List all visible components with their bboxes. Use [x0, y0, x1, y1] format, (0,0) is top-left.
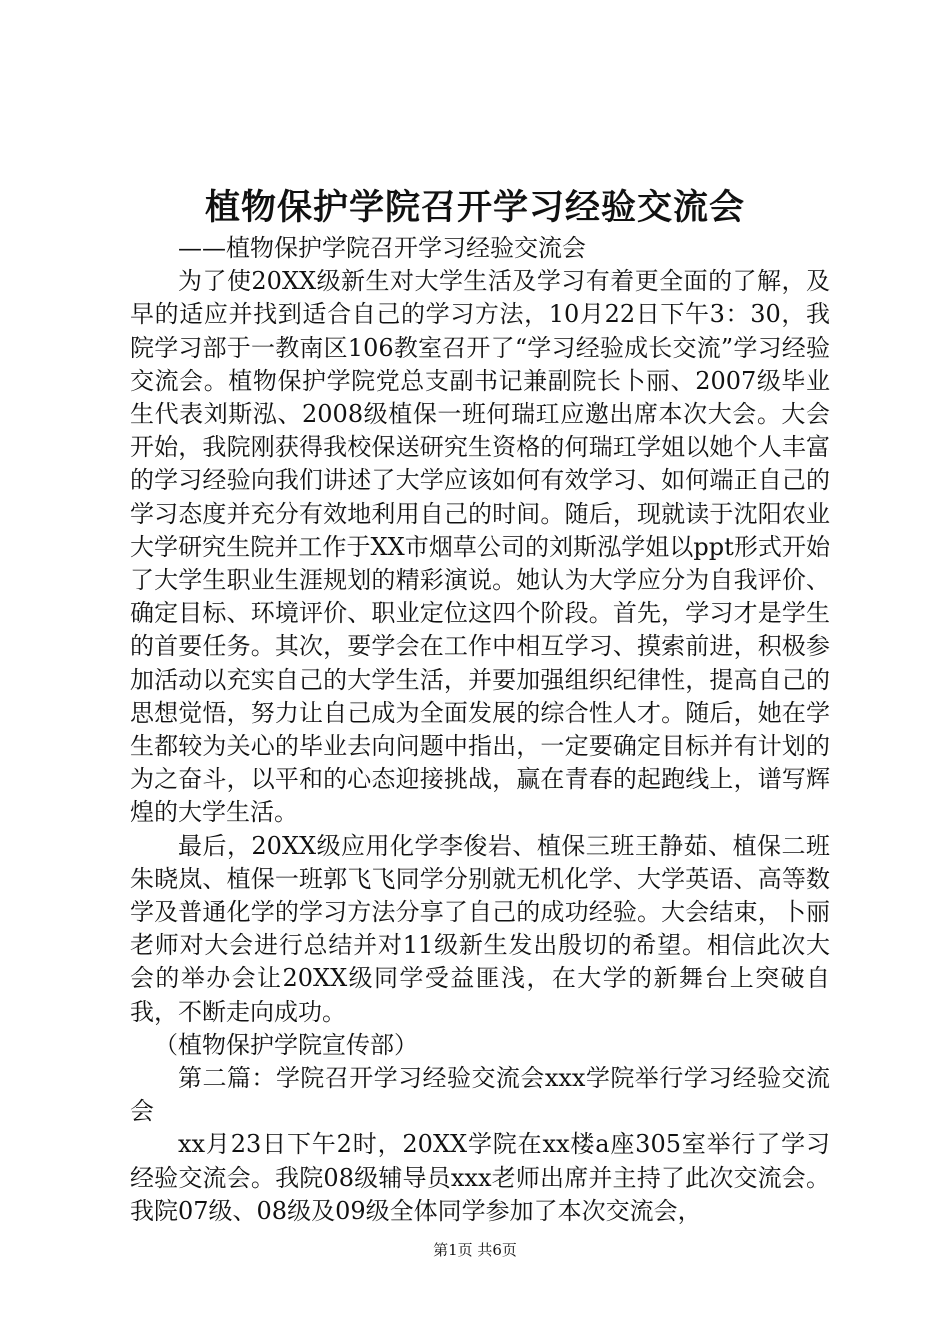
- paragraph-1: 为了使20XX级新生对大学生活及学习有着更全面的了解，及早的适应并找到适合自己的学习方法，10月22日下午3：30，我院学习部于一教南区106教室召开了“学习经验成长交流”学习经验交流会。植物保护学院党总支副书记兼副院长卜丽、2007级毕业生代表刘斯泓、2008级植保一班何瑞玒应邀出席本次大会。大会开始，我院刚获得我校保送研究生资格的何瑞玒学姐以她个人丰富的学习经验向我们讲述了大学应该如何有效学习、如何端正自己的学习态度并充分有效地利用自己的时间。随后，现就读于沈阳农业大学研究生院并工作于XX市烟草公司的刘斯泓学姐以ppt形式开始了大学生职业生涯规划的精彩演说。她认为大学应分为自我评价、确定目标、环境评价、职业定位这四个阶段。首先，学习才是学生的首要任务。其次，要学会在工作中相互学习、摸索前进，积极参加活动以充实自己的大学生活，并要加强组织纪律性，提高自己的思想觉悟，努力让自己成为全面发展的综合性人才。随后，她在学生都较为关心的毕业去向问题中指出，一定要确定目标并有计划的为之奋斗，以平和的心态迎接挑战，赢在青春的起跑线上，谱写辉煌的大学生活。: [130, 267, 830, 827]
- paragraph-2: 最后，20XX级应用化学李俊岩、植保三班王静茹、植保二班朱晓岚、植保一班郭飞飞同学分别就无机化学、大学英语、高等数学及普通化学的学习方法分享了自己的成功经验。大会结束，卜丽老师对大会进行总结并对11级新生发出殷切的希望。相信此次大会的举办会让20XX级同学受益匪浅，在大学的新舞台上突破自我，不断走向成功。: [130, 831, 830, 1026]
- paragraph-section-heading: 第二篇：学院召开学习经验交流会xxx学院举行学习经验交流会: [130, 1064, 830, 1126]
- document-body: [130, 232, 830, 1228]
- document-subtitle: ——植物保护学院召开学习经验交流会: [178, 234, 586, 262]
- document-title: 植物保护学院召开学习经验交流会: [204, 187, 745, 228]
- paragraph-signature: （植物保护学院宣传部）: [154, 1030, 418, 1059]
- paragraph-3: xx月23日下午2时，20XX学院在xx楼a座305室举行了学习经验交流会。我院08级辅导员xxx老师出席并主持了此次交流会。我院07级、08级及09级全体同学参加了本次交流会，: [130, 1130, 830, 1225]
- page-number-footer: 第1页 共6页: [433, 1241, 517, 1259]
